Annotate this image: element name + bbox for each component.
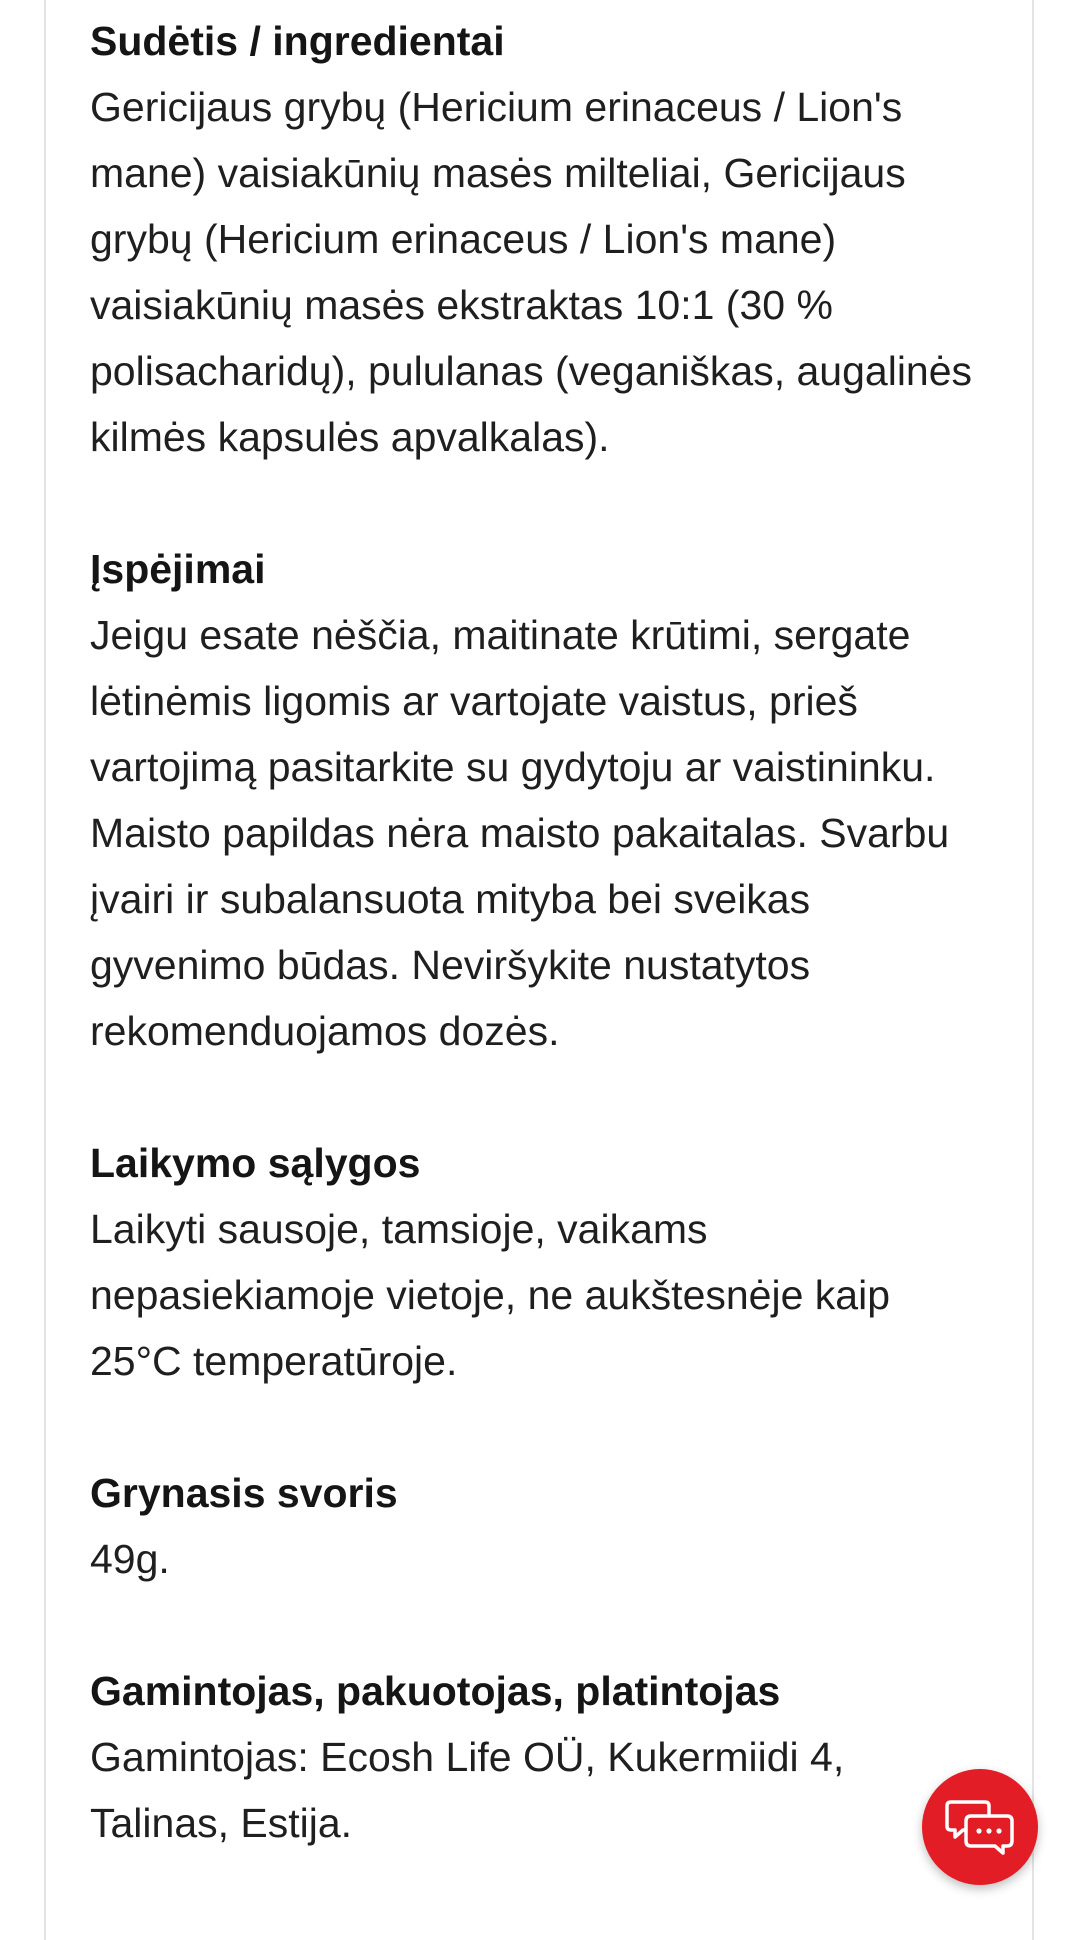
section-body: 49g. [90, 1536, 170, 1582]
section-title: Gamintojas, pakuotojas, platintojas [90, 1668, 781, 1714]
section-title: Grynasis svoris [90, 1470, 398, 1516]
section-title: Įspėjimai [90, 546, 266, 592]
product-details-content [90, 8, 990, 1922]
chat-bubbles-icon [945, 1796, 1015, 1858]
section-body: Gamintojas: Ecosh Life OÜ, Kukermiidi 4, Talinas, Estija. [90, 1734, 845, 1846]
section-title: Laikymo sąlygos [90, 1140, 421, 1186]
section-title: Sudėtis / ingredientai [90, 18, 505, 64]
section-net-weight [90, 1460, 990, 1592]
section-body: Laikyti sausoje, tamsioje, vaikams nepasiekiamoje vietoje, ne aukštesnėje kaip 25°C temperatūroje. [90, 1206, 891, 1384]
section-body: Jeigu esate nėščia, maitinate krūtimi, sergate lėtinėmis ligomis ar vartojate vaistus, prieš vartojimą pasitarkite su gydytoju ar vaistininku. Maisto papildas nėra maisto pakaitalas. Svarbu įvairi ir subalansuota mityba bei sveikas gyvenimo būdas. Neviršykite nustatytos rekomenduojamos dozės. [90, 612, 950, 1054]
section-storage [90, 1130, 990, 1394]
section-manufacturer [90, 1658, 990, 1856]
chat-button[interactable] [922, 1769, 1038, 1885]
section-warnings [90, 536, 990, 1064]
section-body: Gericijaus grybų (Hericium erinaceus / Lion's mane) vaisiakūnių masės milteliai, Gericijaus grybų (Hericium erinaceus / Lion's mane) vaisiakūnių masės ekstraktas 10:1 (30 % polisacharidų), pululanas (veganiškas, augalinės kilmės kapsulės apvalkalas). [90, 84, 973, 460]
section-ingredients [90, 8, 990, 470]
